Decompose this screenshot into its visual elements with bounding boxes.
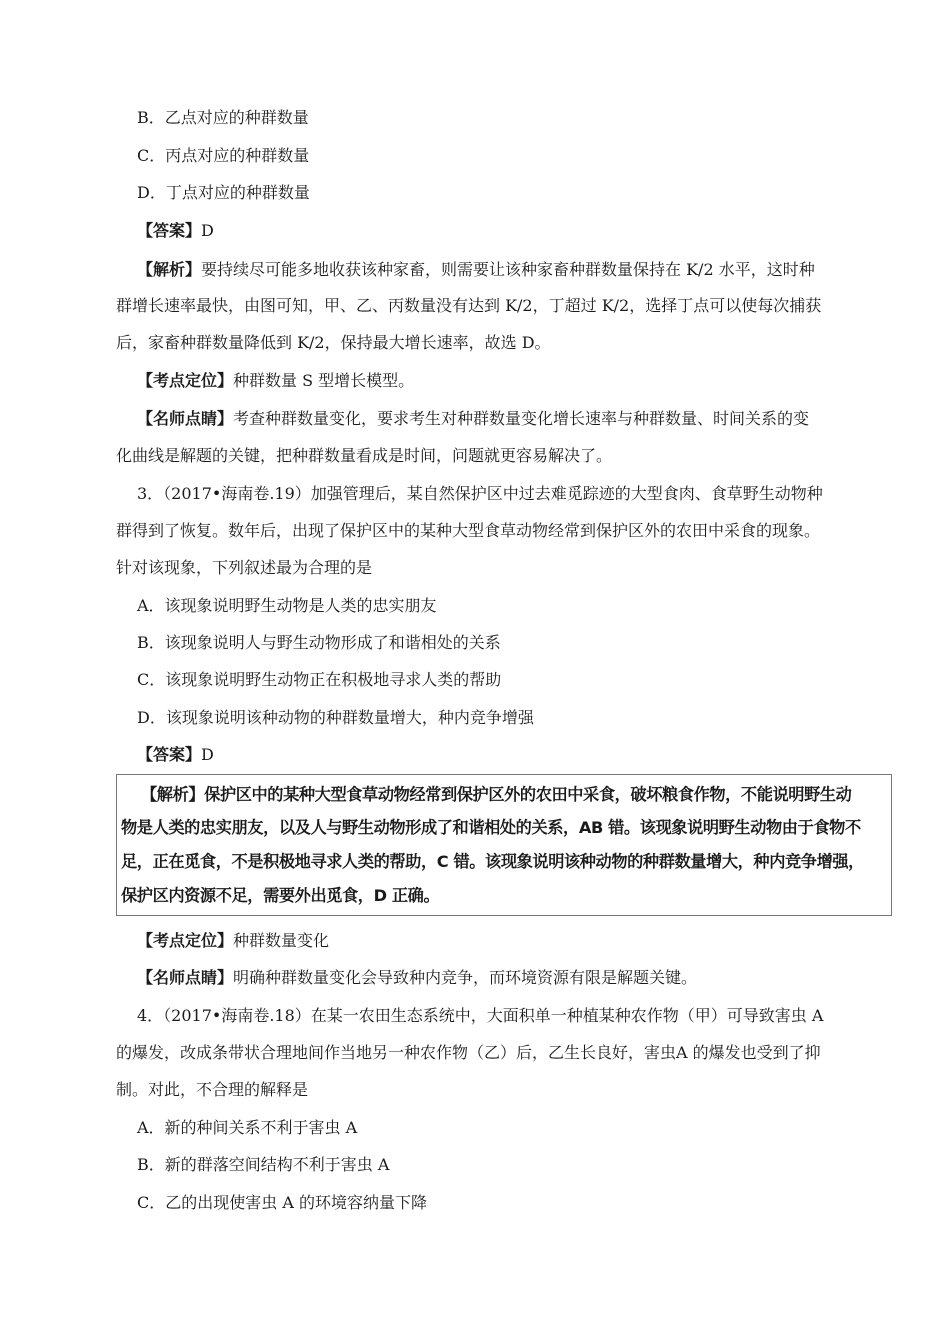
q3-option-b: B．该现象说明人与野生动物形成了和谐相处的关系 [137,633,501,652]
q3-stem-line3: 针对该现象，下列叙述最为合理的是 [116,558,373,577]
q3-stem-line2: 群得到了恢复。数年后，出现了保护区中的某种大型食草动物经常到保护区外的农田中采食的现象。 [116,521,821,540]
teacher-q2-line2: 化曲线是解题的关键，把种群数量看成是时间，问题就更容易解决了。 [116,446,613,465]
analysis-q3-box [116,774,892,916]
q3-option-a: A．该现象说明野生动物是人类的忠实朋友 [137,596,437,615]
option-b: B．乙点对应的种群数量 [137,108,309,127]
answer-q2: 【答案】D [137,221,214,240]
q4-stem-line2: 的爆发，改成条带状合理地间作当地另一种农作物（乙）后，乙生长良好，害虫A 的爆发也受到了抑 [116,1043,821,1062]
q3-option-c: C．该现象说明野生动物正在积极地寻求人类的帮助 [137,670,502,689]
teacher-q3: 【名师点睛】明确种群数量变化会导致种内竞争，而环境资源有限是解题关键。 [137,968,698,987]
q4-stem-line1: 4．（2017•海南卷.18）在某一农田生态系统中，大面积单一种植某种农作物（甲）可导致害虫 A [137,1006,824,1025]
analysis-q3-line1: 【解析】保护区中的某种大型食草动物经常到保护区外的农田中采食，破坏粮食作物，不能说明野生动 [141,785,852,804]
point-q2: 【考点定位】种群数量 S 型增长模型。 [137,371,415,390]
analysis-q3-line4: 保护区内资源不足，需要外出觅食，D 正确。 [121,886,440,905]
analysis-q3-line2: 物是人类的忠实朋友，以及人与野生动物形成了和谐相处的关系，AB 错。该现象说明野生动物由于食物不 [121,818,861,837]
answer-q3: 【答案】D [137,745,214,764]
analysis-q2-line3: 后，家畜种群数量降低到 K/2，保持最大增长速率，故选 D。 [116,333,551,352]
q4-option-b: B．新的群落空间结构不利于害虫 A [137,1155,390,1174]
q4-option-a: A．新的种间关系不利于害虫 A [137,1118,358,1137]
q4-stem-line3: 制。对此，不合理的解释是 [116,1080,309,1099]
option-c: C．丙点对应的种群数量 [137,146,310,165]
analysis-q2-line1: 【解析】要持续尽可能多地收获该种家畜，则需要让该种家畜种群数量保持在 K/2 水平，这时种 [137,260,815,279]
q3-option-d: D．该现象说明该种动物的种群数量增大，种内竞争增强 [137,708,534,727]
point-q3: 【考点定位】种群数量变化 [137,931,330,950]
q3-stem-line1: 3．（2017•海南卷.19）加强管理后，某自然保护区中过去难觅踪迹的大型食肉、食草野生动物种 [137,484,823,503]
analysis-q2-line2: 群增长速率最快，由图可知，甲、乙、丙数量没有达到 K/2，丁超过 K/2，选择丁点可以使每次捕获 [116,296,822,315]
teacher-q2-line1: 【名师点睛】考查种群数量变化，要求考生对种群数量变化增长速率与种群数量、时间关系的变 [137,409,810,428]
option-d: D．丁点对应的种群数量 [137,183,310,202]
q4-option-c: C．乙的出现使害虫 A 的环境容纳量下降 [137,1193,427,1212]
analysis-q3-line3: 足，正在觅食，不是积极地寻求人类的帮助，C 错。该现象说明该种动物的种群数量增大，种内竞争增强， [121,852,864,871]
